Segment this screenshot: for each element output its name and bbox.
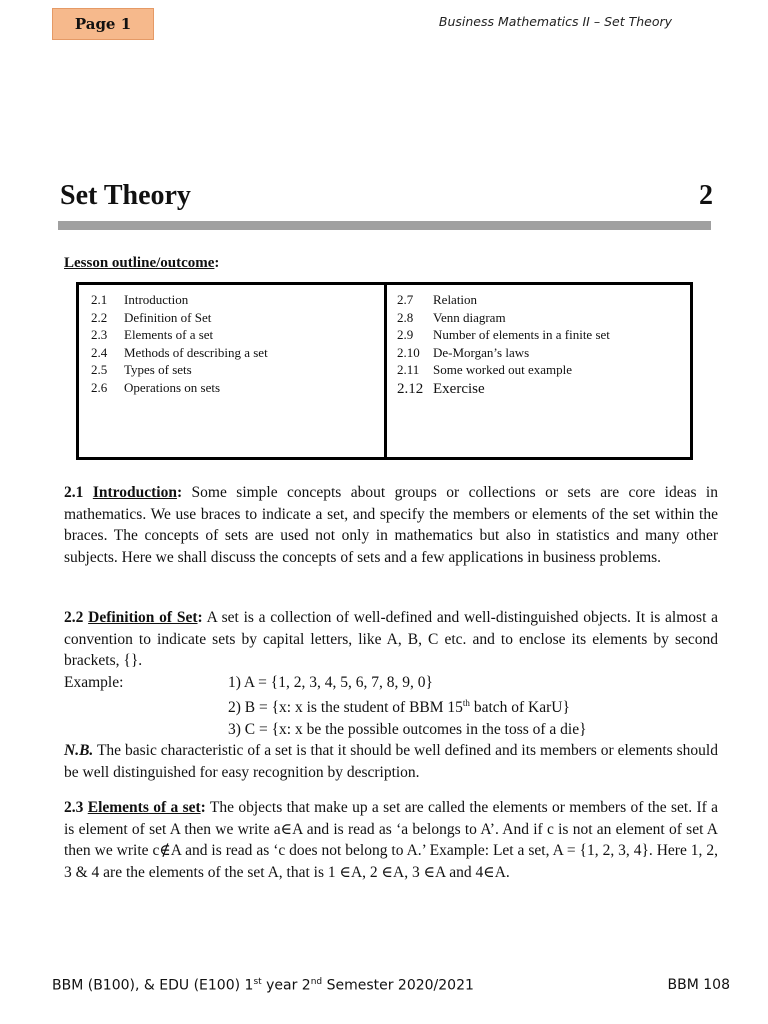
outline-item-number: 2.2 <box>91 309 108 325</box>
outline-item-number: 2.9 <box>397 327 414 342</box>
outline-item-label: Venn diagram <box>433 309 506 325</box>
outline-item-label: Number of elements in a finite set <box>433 327 610 342</box>
section-number: 2.3 <box>64 799 84 816</box>
example-item-1: 1) A = {1, 2, 3, 4, 5, 6, 7, 8, 9, 0} <box>228 673 433 691</box>
title-divider <box>58 221 711 230</box>
section-title: Introduction <box>92 484 177 501</box>
section-title: Elements of a set <box>87 799 201 816</box>
outline-item-label: Some worked out example <box>433 362 572 377</box>
section-number: 2.1 <box>64 484 84 501</box>
outline-item-label: Definition of Set <box>124 309 212 325</box>
outline-item-label: Operations on sets <box>124 379 221 395</box>
running-header-title: Business Mathematics II – Set Theory <box>438 14 672 29</box>
outline-item-number: 2.8 <box>397 309 414 325</box>
outline-item-number: 2.11 <box>397 362 420 377</box>
section-introduction: 2.1 Introduction: Some simple concepts about groups or collections or sets are core ideas in mathematics. We use braces to indicate a set, and specify the members or elements of the set within the braces. The concepts of sets are used not only in mathematics but also in statistics and many other subjects. Here we shall discuss the concepts of sets and a few applications in business problems. <box>64 484 718 566</box>
outline-item-number: 2.3 <box>91 327 108 342</box>
section-body: The objects that make up a set are called the elements or members of the set. If a is element of set A then we write a∈A and is read as ‘a belongs to A’. And if c is not an element of set A then we write c∉A and is read as ‘c does not belong to A.’ Example: Let a set, A = {1, 2, 3, 4}. Here 1, 2, 3 & 4 are the elements of the set A, that is 1 ∈A, 2 ∈A, 3 ∈A and 4∈A. <box>64 799 718 881</box>
example-row <box>64 672 718 694</box>
page-number-badge <box>52 8 154 40</box>
outline-column-left <box>79 285 384 457</box>
section-body: Some simple concepts about groups or collections or sets are core ideas in mathematics. We use braces to indicate a set, and specify the members or elements of the set within the braces. The concepts of sets are used not only in mathematics but also in statistics and many other subjects. Here we shall discuss the concepts of sets and a few applications in business problems. <box>64 484 718 566</box>
outline-item-label: Types of sets <box>124 362 192 377</box>
section-title: Definition of Set <box>88 609 198 626</box>
outline-item-label: Introduction <box>124 292 189 307</box>
outline-item <box>397 361 690 379</box>
footer-text-b: year 2 <box>261 977 311 994</box>
outline-item <box>91 379 384 397</box>
footer-text-c: Semester 2020/2021 <box>322 977 474 994</box>
footer-sup-1: st <box>253 977 262 987</box>
outline-item <box>397 381 690 399</box>
outline-table <box>76 282 693 460</box>
note-text: The basic characteristic of a set is that it should be well defined and its members or elements should be well distinguished for easy recognition by description. <box>64 742 718 781</box>
outline-item-number: 2.4 <box>91 344 108 360</box>
example-item-2 <box>64 693 718 719</box>
outline-item-number: 2.7 <box>397 292 414 307</box>
outline-item-number: 2.1 <box>91 292 108 307</box>
definition-paragraph: 2.2 Definition of Set: A set is a collection of well-defined and well-distinguished objects. It is almost a convention to indicate sets by capital letters, like A, B, C etc. and to enclose its elements by second brackets, {}. <box>64 609 718 669</box>
outline-item <box>397 344 690 362</box>
example-item-2-text: 2) B = {x: x is the student of BBM 15 <box>228 699 463 717</box>
outline-heading: Lesson outline/outcome: <box>64 255 220 271</box>
outline-item <box>91 291 384 309</box>
outline-item-label: Methods of describing a set <box>124 344 268 360</box>
outline-item <box>91 344 384 362</box>
outline-item-label: Elements of a set <box>124 327 214 342</box>
example-item-2-sup: th <box>462 698 470 708</box>
note-paragraph <box>64 740 718 783</box>
outline-item-label: Relation <box>433 292 478 307</box>
outline-item-number: 2.5 <box>91 362 108 377</box>
example-label: Example: <box>64 673 124 691</box>
outline-heading-text: Lesson outline/outcome <box>64 255 215 271</box>
outline-item-number: 2.12 <box>397 380 424 397</box>
note-label: N.B. <box>64 742 94 760</box>
chapter-number: 2 <box>699 180 713 211</box>
outline-item-label: De-Morgan’s laws <box>433 344 530 360</box>
outline-item <box>91 309 384 327</box>
section-number: 2.2 <box>64 609 84 626</box>
outline-item <box>91 326 384 344</box>
chapter-title: Set Theory <box>60 180 191 211</box>
example-item-2-tail: batch of KarU} <box>469 699 570 717</box>
outline-item <box>91 361 384 379</box>
section-definition <box>64 607 718 783</box>
footer-sup-2: nd <box>310 977 323 987</box>
outline-column-right <box>384 285 690 457</box>
section-elements: 2.3 Elements of a set: The objects that make up a set are called the elements or members of the set. If a is element of set A then we write a∈A and is read as ‘a belongs to A’. And if c is not an element of set A then we write c∉A and is read as ‘c does not belong to A.’ Example: Let a set, A = {1, 2, 3, 4}. Here 1, 2, 3 & 4 are the elements of the set A, that is 1 ∈A, 2 ∈A, 3 ∈A and 4∈A. <box>64 799 718 881</box>
footer-course-info <box>52 977 474 994</box>
outline-item-label: Exercise <box>433 380 485 397</box>
outline-item <box>397 309 690 327</box>
section-body: A set is a collection of well-defined and well-distinguished objects. It is almost a convention to indicate sets by capital letters, like A, B, C etc. and to enclose its elements by second brackets, {}. <box>64 609 718 669</box>
outline-item-number: 2.6 <box>91 379 108 395</box>
example-item-3: 3) C = {x: x be the possible outcomes in the toss of a die} <box>228 720 587 738</box>
outline-item <box>397 291 690 309</box>
outline-item-number: 2.10 <box>397 344 420 360</box>
footer-text-a: BBM (B100), & EDU (E100) 1 <box>52 977 254 994</box>
page-number-label: Page 1 <box>74 15 132 33</box>
footer-course-code: BBM 108 <box>667 977 730 993</box>
outline-item <box>397 326 690 344</box>
